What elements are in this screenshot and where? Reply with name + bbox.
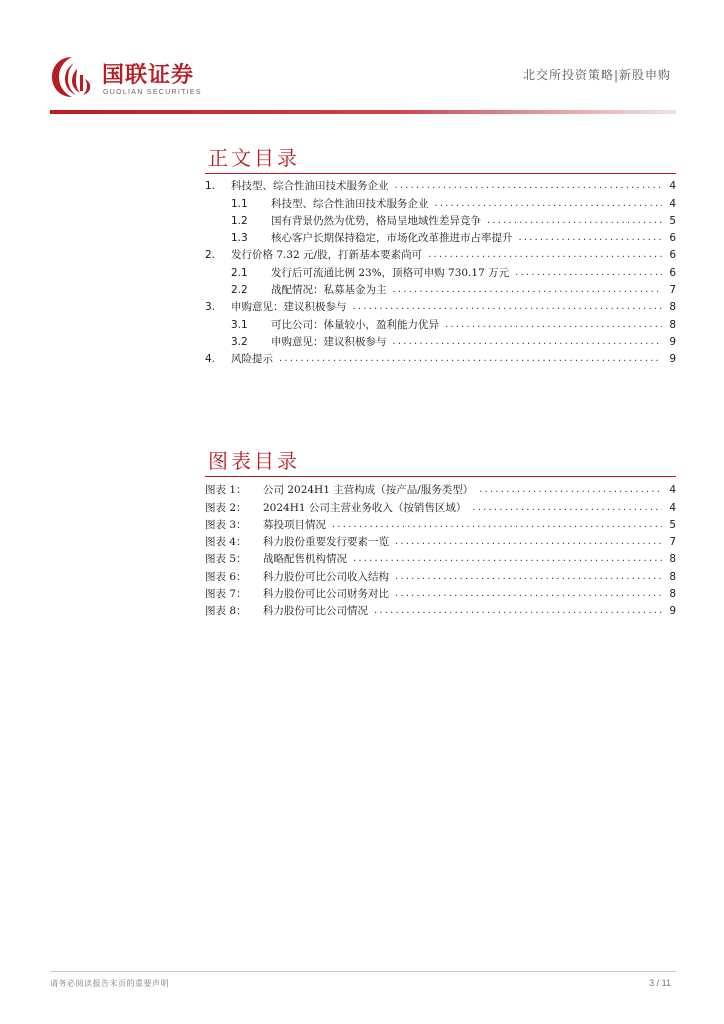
toc-item-page: 4 <box>669 197 676 210</box>
figure-item[interactable] <box>205 497 676 514</box>
toc-item-number: 3.1 <box>231 318 248 331</box>
toc-title: 正文目录 <box>208 146 300 170</box>
toc-leader-dots <box>353 552 662 566</box>
toc-item-number: 1.3 <box>231 232 248 245</box>
figure-item-label: 图表 8： <box>205 605 247 618</box>
figure-item-label: 图表 5： <box>205 553 247 566</box>
toc-item[interactable] <box>205 332 676 349</box>
toc-leader-dots <box>393 335 663 349</box>
toc-leader-dots <box>395 587 662 601</box>
toc-item-text: 战配情况：私募基金为主 <box>271 284 387 297</box>
toc-item-text: 申购意见：建议积极参与 <box>231 301 347 314</box>
figure-item-text: 募投项目情况 <box>263 518 326 531</box>
logo-english-text: GUOLIAN SECURITIES <box>103 89 202 96</box>
toc-item-text: 申购意见：建议积极参与 <box>271 335 387 348</box>
figure-item[interactable] <box>205 480 676 497</box>
toc-item-number: 2.2 <box>231 284 248 297</box>
toc-item[interactable] <box>205 314 676 331</box>
figure-item-page: 8 <box>669 588 676 601</box>
figure-item-page: 4 <box>669 484 676 497</box>
header-divider <box>50 110 676 114</box>
toc-item-text: 科技型、综合性油田技术服务企业 <box>231 180 389 193</box>
figure-item[interactable] <box>205 532 676 549</box>
toc-item-text: 风险提示 <box>231 353 273 366</box>
toc-item-page: 9 <box>669 335 676 348</box>
figure-item-label: 图表 6： <box>205 570 247 583</box>
toc-item-page: 6 <box>669 266 676 279</box>
toc-item-text: 发行后可流通比例 23%，顶格可申购 730.17 万元 <box>271 266 510 279</box>
toc-item-page: 4 <box>669 180 676 193</box>
figures-title: 图表目录 <box>208 449 300 473</box>
toc-title-rule <box>205 173 676 174</box>
toc-item[interactable] <box>205 262 676 279</box>
toc-leader-dots <box>519 231 663 245</box>
guolian-logo-icon <box>50 55 94 99</box>
figure-item-text: 科力股份可比公司情况 <box>263 605 368 618</box>
toc-leader-dots <box>395 570 662 584</box>
toc-item-number: 1.2 <box>231 214 248 227</box>
toc-item-number: 2.1 <box>231 266 248 279</box>
figures-title-rule <box>205 476 676 477</box>
figure-item[interactable] <box>205 601 676 618</box>
toc-item-number: 2. <box>205 249 216 262</box>
toc-item-text: 核心客户长期保持稳定，市场化改革推进市占率提升 <box>271 232 513 245</box>
toc-item-page: 9 <box>669 353 676 366</box>
toc-leader-dots <box>353 300 663 314</box>
toc-leader-dots <box>487 214 662 228</box>
figure-item[interactable] <box>205 549 676 566</box>
toc-item-page: 8 <box>669 318 676 331</box>
toc-item-page: 7 <box>669 284 676 297</box>
toc-leader-dots <box>428 248 662 262</box>
figures-list <box>205 480 676 618</box>
toc-item-text: 科技型、综合性油田技术服务企业 <box>271 197 429 210</box>
toc-leader-dots <box>479 483 662 497</box>
toc-item-text: 发行价格 7.32 元/股，打新基本要素尚可 <box>231 249 423 262</box>
toc-item[interactable] <box>205 228 676 245</box>
figure-item-text: 战略配售机构情况 <box>263 553 347 566</box>
toc-item-text: 可比公司：体量较小，盈利能力优异 <box>271 318 439 331</box>
figure-item[interactable] <box>205 584 676 601</box>
figure-item-text: 公司 2024H1 主营构成（按产品/服务类型） <box>263 484 474 497</box>
footer-divider <box>50 971 676 972</box>
toc-item-number: 4. <box>205 353 216 366</box>
toc-item-page: 6 <box>669 232 676 245</box>
toc-item[interactable] <box>205 193 676 210</box>
figure-item-text: 科力股份可比公司财务对比 <box>263 588 389 601</box>
toc-leader-dots <box>445 318 662 332</box>
figure-item-text: 科力股份重要发行要素一览 <box>263 536 389 549</box>
figure-item-page: 8 <box>669 553 676 566</box>
toc-item[interactable] <box>205 211 676 228</box>
toc-item[interactable] <box>205 245 676 262</box>
figure-item-label: 图表 4： <box>205 536 247 549</box>
toc-item[interactable] <box>205 280 676 297</box>
toc-item-number: 3. <box>205 301 216 314</box>
toc-list <box>205 176 676 366</box>
figure-item-page: 9 <box>669 605 676 618</box>
toc-item-number: 1. <box>205 180 216 193</box>
toc-item-number: 3.2 <box>231 335 248 348</box>
page-header <box>0 0 724 120</box>
footer-disclaimer: 请务必阅读报告末页的重要声明 <box>50 979 169 988</box>
logo-text: 国联证券 <box>102 63 195 88</box>
figure-item-label: 图表 2： <box>205 501 247 514</box>
toc-item-page: 6 <box>669 249 676 262</box>
figure-item-text: 科力股份可比公司收入结构 <box>263 570 389 583</box>
toc-leader-dots <box>374 604 662 618</box>
page-number: 3 / 11 <box>649 978 671 988</box>
toc-leader-dots <box>395 179 663 193</box>
figure-item-page: 8 <box>669 570 676 583</box>
toc-leader-dots <box>515 266 662 280</box>
figure-item-page: 4 <box>669 501 676 514</box>
toc-item[interactable] <box>205 349 676 366</box>
figure-item[interactable] <box>205 566 676 583</box>
figure-item-text: 2024H1 公司主营业务收入（按销售区域） <box>263 501 467 514</box>
toc-item-page: 5 <box>669 214 676 227</box>
toc-item[interactable] <box>205 176 676 193</box>
toc-item-number: 1.1 <box>231 197 248 210</box>
figure-item[interactable] <box>205 515 676 532</box>
toc-leader-dots <box>332 518 662 532</box>
toc-item-text: 国有背景仍然为优势，格局呈地域性差异竞争 <box>271 214 481 227</box>
toc-leader-dots <box>395 535 662 549</box>
toc-leader-dots <box>393 283 663 297</box>
figure-item-page: 7 <box>669 536 676 549</box>
toc-leader-dots <box>279 352 662 366</box>
toc-leader-dots <box>472 501 662 515</box>
figure-item-page: 5 <box>669 518 676 531</box>
toc-item[interactable] <box>205 297 676 314</box>
toc-leader-dots <box>435 197 663 211</box>
figure-item-label: 图表 7： <box>205 588 247 601</box>
figure-item-label: 图表 1： <box>205 484 247 497</box>
toc-item-page: 8 <box>669 301 676 314</box>
report-category: 北交所投资策略|新股申购 <box>522 68 671 82</box>
figure-item-label: 图表 3： <box>205 518 247 531</box>
